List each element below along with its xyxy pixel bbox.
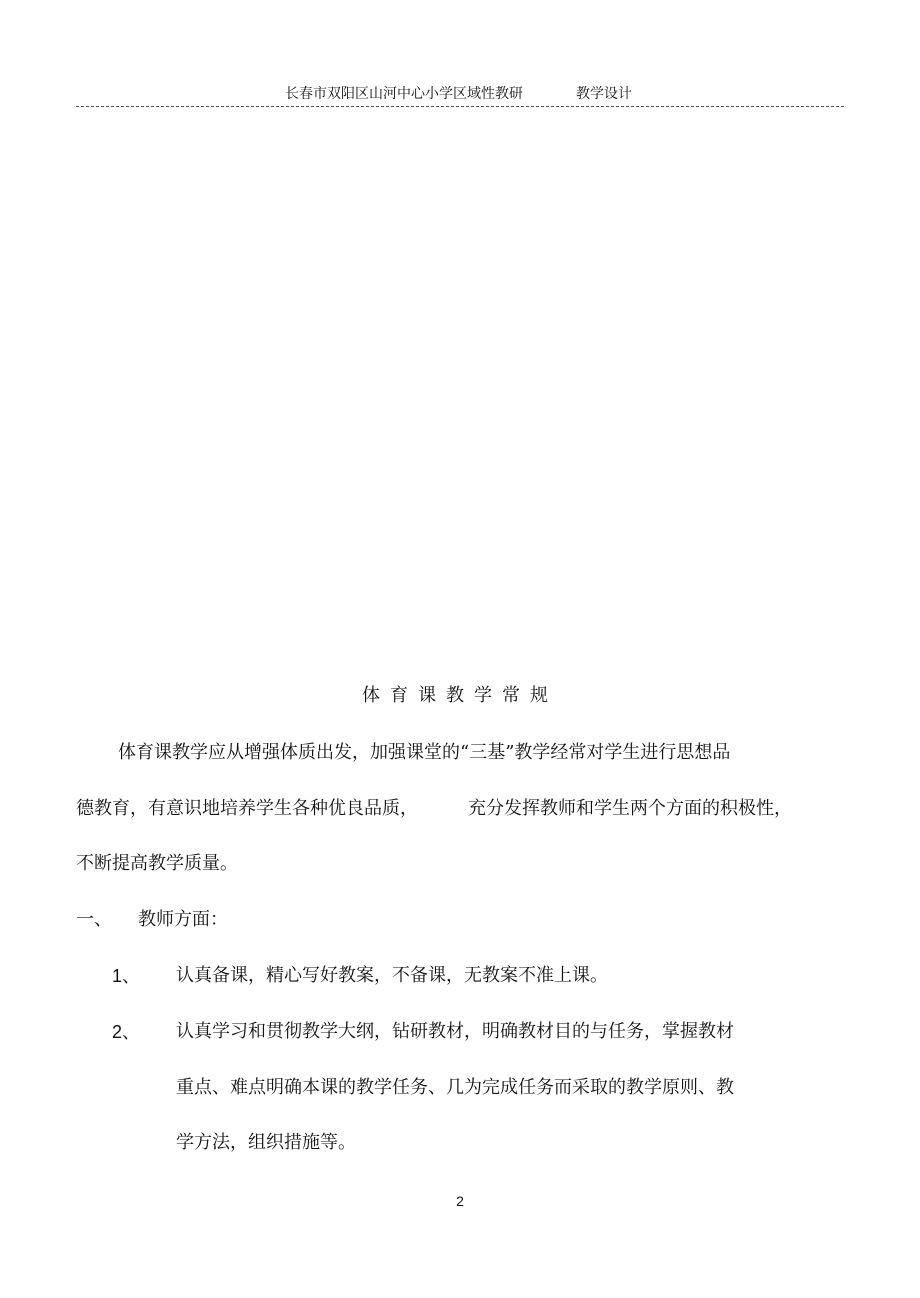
item-number: 2、 [112,1022,141,1042]
item-text-line: 重点、难点明确本课的教学任务、几为完成任务而采取的教学原则、教 [176,1077,734,1098]
section-number: 一、 [76,909,112,930]
header-row [76,84,844,108]
page-number: 2 [456,1193,464,1209]
header-rule [76,106,844,107]
intro-line-2a: 德教育，有意识地培养学生各种优良品质， [76,798,418,819]
header-doc-type: 教学设计 [576,86,632,102]
item-text-line: 认真学习和贯彻教学大纲，钻研教材，明确教材目的与任务，掌握教材 [176,1021,734,1042]
item-text-line: 认真备课，精心写好教案，不备课，无教案不准上课。 [176,965,608,986]
intro-line-2b: 充分发挥教师和学生两个方面的积极性， [468,798,792,819]
intro-line-1: 体育课教学应从增强体质出发，加强课堂的“三基”教学经常对学生进行思想品 [118,742,731,763]
document-title: 体育课教学常规 [362,685,558,706]
item-text-line: 学方法，组织措施等。 [176,1132,356,1153]
section-heading: 教师方面： [138,909,228,930]
header-organization: 长春市双阳区山河中心小学区域性教研 [285,86,523,102]
item-number: 1、 [112,966,141,986]
intro-line-3: 不断提高教学质量。 [76,853,238,874]
